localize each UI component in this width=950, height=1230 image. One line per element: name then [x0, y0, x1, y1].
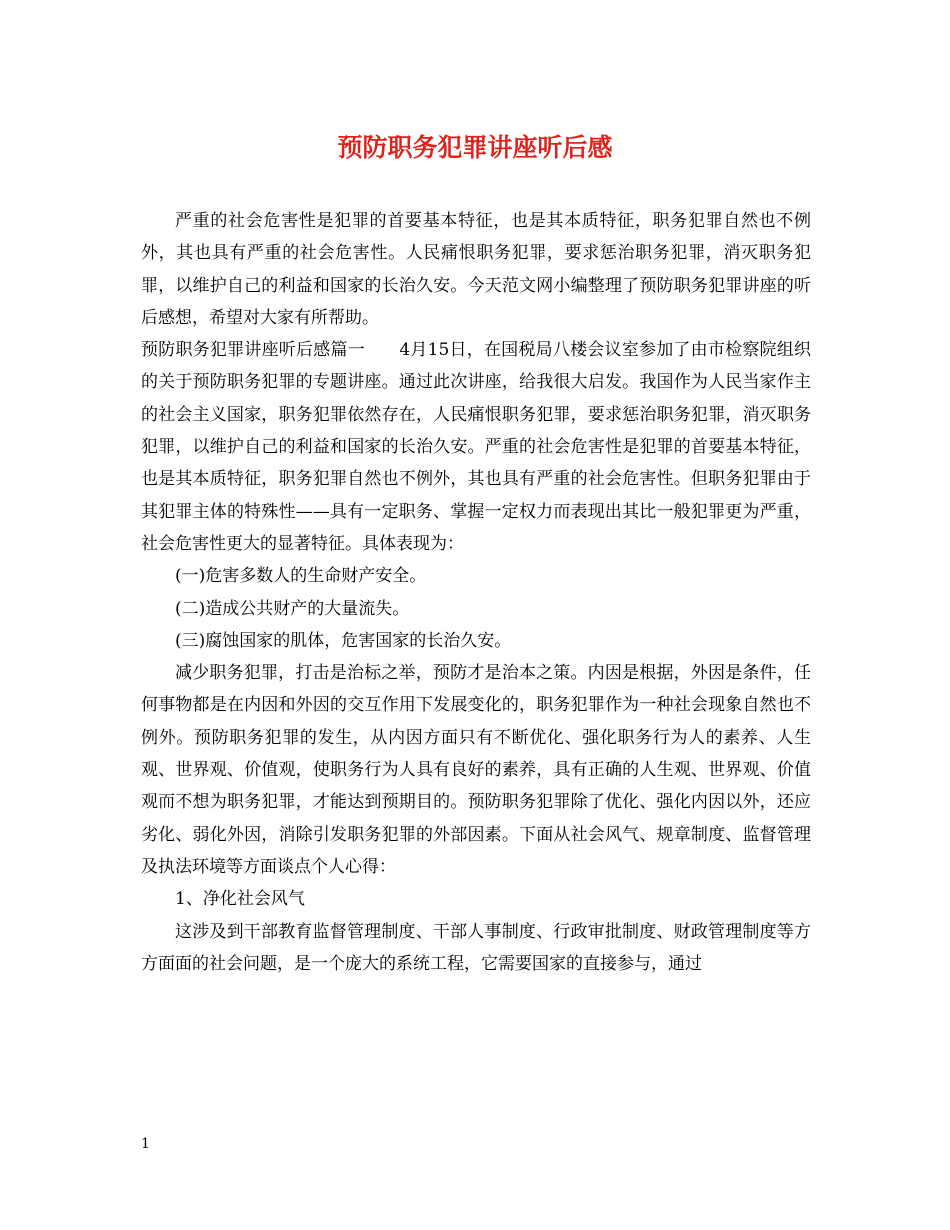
- list-item-three: (三)腐蚀国家的肌体，危害国家的长治久安。: [175, 630, 512, 651]
- section-heading-purify: 1、净化社会风气: [175, 889, 305, 910]
- paragraph-section-one: 预防职务犯罪讲座听后感篇一 4月15日，在国税局八楼会议室参加了由市检察院组织的关于预防职务犯罪的专题讲座。通过此次讲座，给我很大启发。我国作为人民当家作主的社会主义国家，职务犯罪依然存在，人民痛恨职务犯罪，要求惩治职务犯罪，消灭职务犯罪，以维护自己的利益和国家的长治久安。严重的社会危害性是犯罪的首要基本特征，也是其本质特征，职务犯罪自然也不例外，其也具有严重的社会危害性。但职务犯罪由于其犯罪主体的特殊性——具有一定职务、掌握一定权力而表现出其比一般犯罪更为严重，社会危害性更大的显著特征。具体表现为：: [141, 340, 811, 554]
- document-body: [141, 205, 811, 980]
- paragraph-intro: 严重的社会危害性是犯罪的首要基本特征，也是其本质特征，职务犯罪自然也不例外，其也具有严重的社会危害性。人民痛恨职务犯罪，要求惩治职务犯罪，消灭职务犯罪，以维护自己的利益和国家的长治久安。今天范文网小编整理了预防职务犯罪讲座的听后感想，希望对大家有所帮助。: [141, 211, 811, 328]
- document-title: 预防职务犯罪讲座听后感: [337, 133, 613, 162]
- list-item-one: (一)危害多数人的生命财产安全。: [175, 566, 427, 587]
- paragraph-prevention: 减少职务犯罪，打击是治标之举，预防才是治本之策。内因是根据，外因是条件，任何事物都是在内因和外因的交互作用下发展变化的，职务犯罪作为一种社会现象自然也不例外。预防职务犯罪的发生，从内因方面只有不断优化、强化职务行为人的素养、人生观、世界观、价值观，使职务行为人具有良好的素养，具有正确的人生观、世界观、价值观而不想为职务犯罪，才能达到预期目的。预防职务犯罪除了优化、强化内因以外，还应劣化、弱化外因，消除引发职务犯罪的外部因素。下面从社会风气、规章制度、监督管理及执法环境等方面谈点个人心得：: [141, 663, 811, 877]
- page-number: 1: [141, 1136, 150, 1152]
- paragraph-purify: 这涉及到干部教育监督管理制度、干部人事制度、行政审批制度、财政管理制度等方方面面的社会问题，是一个庞大的系统工程，它需要国家的直接参与，通过: [141, 921, 811, 974]
- list-item-two: (二)造成公共财产的大量流失。: [175, 598, 410, 619]
